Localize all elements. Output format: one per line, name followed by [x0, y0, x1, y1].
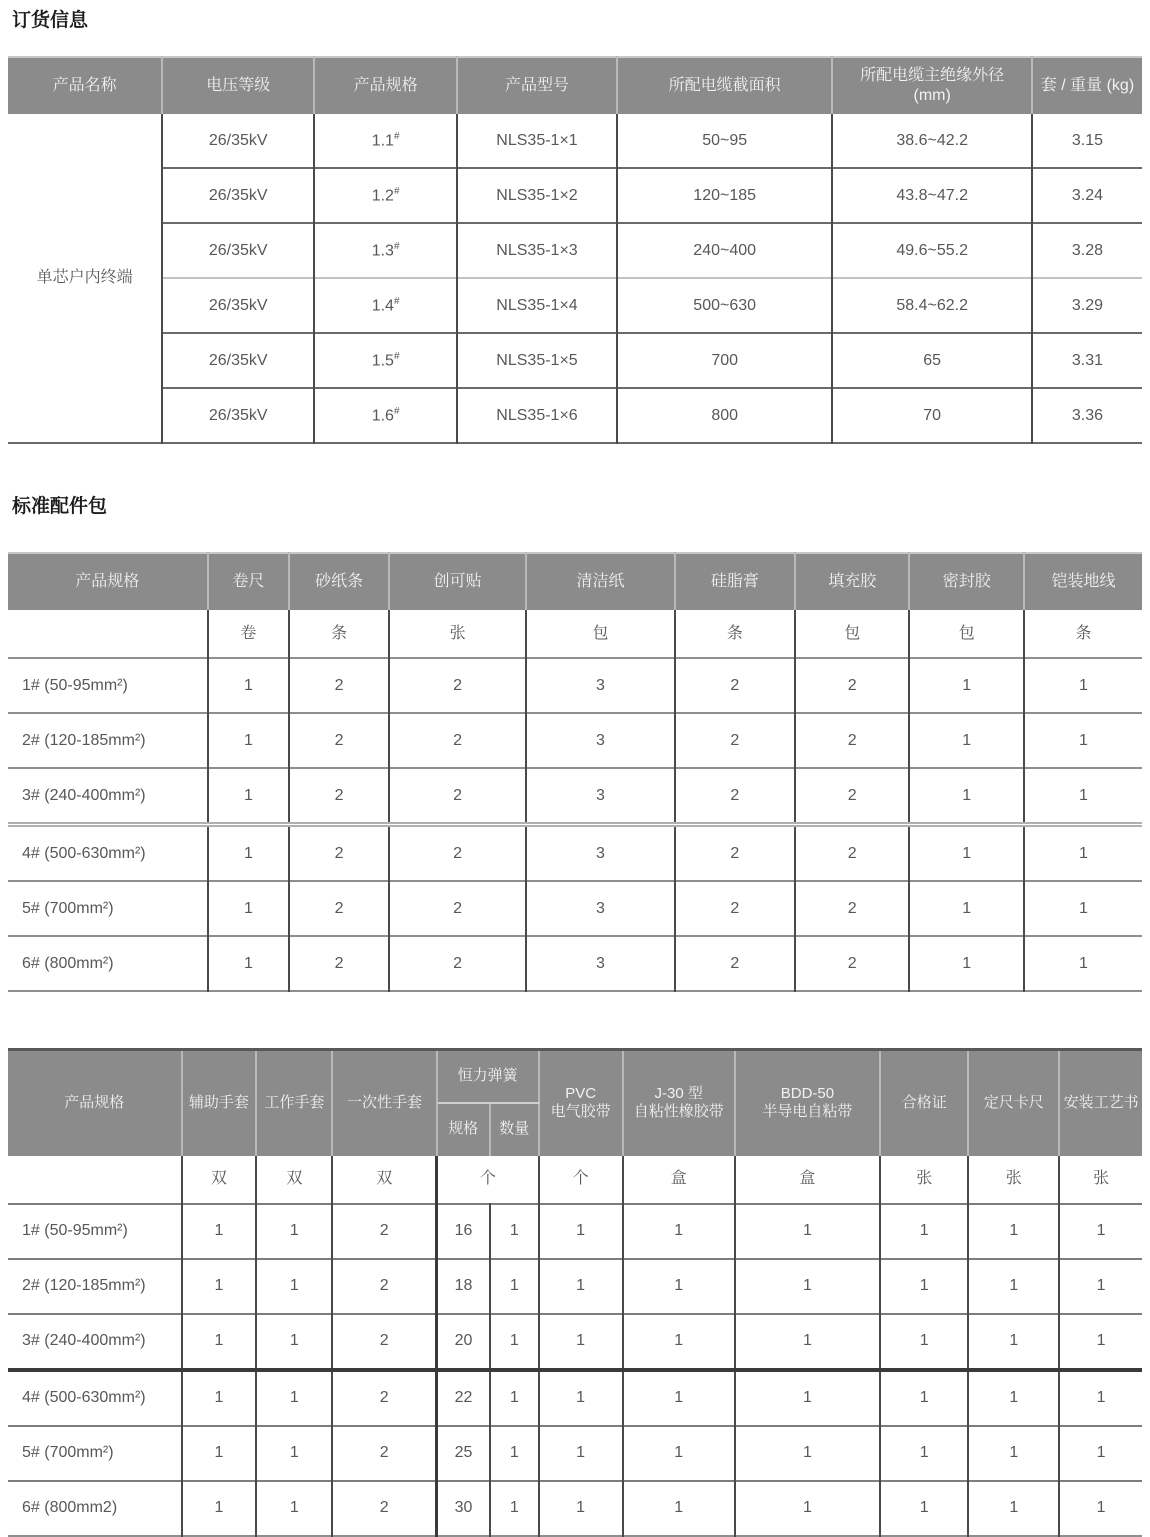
table-cell: 2	[795, 713, 910, 768]
table-cell: 1	[208, 713, 290, 768]
table-cell: 3.28	[1032, 223, 1142, 278]
table-cell: 1	[490, 1370, 539, 1426]
table-cell: 1	[735, 1370, 880, 1426]
header-line1: J-30 型	[654, 1084, 703, 1102]
table-cell: 1	[182, 1204, 257, 1259]
table-cell: 1	[539, 1314, 623, 1370]
table-cell: 2	[675, 658, 795, 713]
table-cell: 1	[208, 936, 290, 991]
unit-cell: 张	[880, 1156, 968, 1204]
table-cell: 1	[968, 1481, 1059, 1536]
table-cell: 2	[289, 825, 389, 882]
table-cell: 1	[623, 1426, 735, 1481]
table-cell: 1	[909, 936, 1024, 991]
table-cell: 1	[539, 1426, 623, 1481]
column-header-sealant: 密封胶	[909, 553, 1024, 610]
table-cell: 58.4~62.2	[832, 278, 1032, 333]
unit-cell: 包	[526, 610, 675, 658]
table-row	[8, 658, 1142, 713]
table-cell: 120~185	[617, 168, 832, 223]
section-title-accessories: 标准配件包	[12, 496, 108, 517]
table-cell: 1	[1059, 1259, 1142, 1314]
table-cell: 500~630	[617, 278, 832, 333]
header-row	[8, 553, 1142, 610]
unit-cell: 盒	[623, 1156, 735, 1204]
column-header-insulation-od	[832, 57, 1032, 114]
table-cell: 1	[1059, 1204, 1142, 1259]
table-row	[8, 1204, 1142, 1259]
table-cell: 1	[539, 1259, 623, 1314]
table-cell: 1.3#	[314, 223, 457, 278]
table-cell: 1	[909, 713, 1024, 768]
table-cell: 3	[526, 768, 675, 825]
table-cell: 800	[617, 388, 832, 443]
table-cell: 25	[437, 1426, 490, 1481]
column-header-install-manual: 安装工艺书	[1059, 1050, 1142, 1156]
table-cell: 2	[332, 1204, 436, 1259]
row-label-cell: 3# (240-400mm²)	[8, 1314, 182, 1370]
row-label-cell: 1# (50-95mm²)	[8, 1204, 182, 1259]
table-cell: 50~95	[617, 114, 832, 168]
table-cell: 1	[490, 1426, 539, 1481]
column-header-voltage: 电压等级	[162, 57, 314, 114]
units-row	[8, 610, 1142, 658]
table-cell: 1	[968, 1370, 1059, 1426]
table-cell: 1	[735, 1314, 880, 1370]
unit-cell: 卷	[208, 610, 290, 658]
table-row	[8, 713, 1142, 768]
table-cell: 1	[490, 1259, 539, 1314]
table-cell: 3	[526, 881, 675, 936]
column-header-filler: 填充胶	[795, 553, 910, 610]
column-header-spring-qty: 数量	[490, 1103, 539, 1156]
table-cell: NLS35-1×2	[457, 168, 617, 223]
table-cell: 22	[437, 1370, 490, 1426]
header-row	[8, 1050, 1142, 1103]
section-title-ordering: 订货信息	[12, 10, 89, 31]
unit-cell: 盒	[735, 1156, 880, 1204]
table-cell: 70	[832, 388, 1032, 443]
table-row	[8, 1426, 1142, 1481]
table-cell: 2	[795, 825, 910, 882]
table-cell: 3	[526, 713, 675, 768]
table-cell: 2	[332, 1370, 436, 1426]
table-cell: 20	[437, 1314, 490, 1370]
table-cell: 2	[795, 768, 910, 825]
table-cell: 30	[437, 1481, 490, 1536]
table-cell: 3.29	[1032, 278, 1142, 333]
tools-table-body	[8, 1156, 1142, 1536]
table-cell: 1	[880, 1426, 968, 1481]
unit-cell	[8, 610, 208, 658]
table-cell: 1	[880, 1314, 968, 1370]
table-row	[8, 768, 1142, 825]
table-cell: 1	[623, 1481, 735, 1536]
table-cell: 2	[675, 768, 795, 825]
table-cell: 2	[795, 936, 910, 991]
column-header-aux-gloves: 辅助手套	[182, 1050, 257, 1156]
column-header-disposable-gloves: 一次性手套	[332, 1050, 436, 1156]
table-cell: 1	[735, 1481, 880, 1536]
table-cell: 43.8~47.2	[832, 168, 1032, 223]
table-cell: 1	[1024, 658, 1142, 713]
column-header-armor-ground-wire: 铠装地线	[1024, 553, 1142, 610]
product-name-cell: 单芯户内终端	[8, 114, 162, 443]
table-cell: 1	[256, 1259, 332, 1314]
table-row	[8, 223, 1142, 278]
table-cell: 2	[675, 825, 795, 882]
unit-cell: 双	[256, 1156, 332, 1204]
table-cell: 700	[617, 333, 832, 388]
column-header-tape-measure: 卷尺	[208, 553, 290, 610]
column-header-j30-tape	[623, 1050, 735, 1156]
table-cell: NLS35-1×3	[457, 223, 617, 278]
table-cell: 1	[623, 1370, 735, 1426]
table-cell: 1	[182, 1481, 257, 1536]
table-cell: 18	[437, 1259, 490, 1314]
table-cell: 26/35kV	[162, 114, 314, 168]
table-cell: 2	[289, 768, 389, 825]
table-row	[8, 388, 1142, 443]
unit-cell: 张	[1059, 1156, 1142, 1204]
table-cell: 2	[389, 713, 526, 768]
table-cell: 1	[968, 1314, 1059, 1370]
table-row	[8, 278, 1142, 333]
table-cell: 1	[735, 1259, 880, 1314]
table-cell: 1	[1024, 881, 1142, 936]
table-cell: 1	[1024, 713, 1142, 768]
header-line1: PVC	[565, 1084, 597, 1102]
table-cell: 2	[289, 713, 389, 768]
table-cell: 3.15	[1032, 114, 1142, 168]
unit-cell: 包	[795, 610, 910, 658]
table-cell: 26/35kV	[162, 333, 314, 388]
table-cell: 1	[1024, 768, 1142, 825]
table-cell: 1	[623, 1259, 735, 1314]
table-row	[8, 168, 1142, 223]
row-label-cell: 3# (240-400mm²)	[8, 768, 208, 825]
table-cell: 3	[526, 658, 675, 713]
table-cell: 3.24	[1032, 168, 1142, 223]
column-header-sandpaper: 砂纸条	[289, 553, 389, 610]
column-header-bandaid: 创可贴	[389, 553, 526, 610]
table-cell: 1	[539, 1204, 623, 1259]
table-row	[8, 1259, 1142, 1314]
unit-cell: 张	[968, 1156, 1059, 1204]
unit-cell: 条	[1024, 610, 1142, 658]
table-cell: 1	[490, 1481, 539, 1536]
table-cell: 2	[289, 658, 389, 713]
row-label-cell: 4# (500-630mm²)	[8, 825, 208, 882]
accessory-table-header	[8, 553, 1142, 610]
table-row	[8, 881, 1142, 936]
unit-cell: 包	[909, 610, 1024, 658]
table-cell: NLS35-1×1	[457, 114, 617, 168]
table-cell: 1	[1059, 1426, 1142, 1481]
table-cell: 1	[182, 1314, 257, 1370]
units-row	[8, 1156, 1142, 1204]
ordering-info-table	[8, 56, 1142, 444]
table-cell: 1.4#	[314, 278, 457, 333]
table-cell: 3.36	[1032, 388, 1142, 443]
table-cell: 1	[735, 1204, 880, 1259]
table-cell: 2	[389, 881, 526, 936]
column-header-cleaning-paper: 清洁纸	[526, 553, 675, 610]
table-cell: 3	[526, 936, 675, 991]
table-cell: 49.6~55.2	[832, 223, 1032, 278]
table-cell: 1.1#	[314, 114, 457, 168]
table-cell: 1	[182, 1259, 257, 1314]
table-cell: 1	[909, 881, 1024, 936]
table-cell: 1	[208, 825, 290, 882]
table-row	[8, 1314, 1142, 1370]
column-header-spec: 产品规格	[314, 57, 457, 114]
unit-cell: 个	[437, 1156, 539, 1204]
unit-cell: 双	[182, 1156, 257, 1204]
table-cell: 1	[208, 768, 290, 825]
table-cell: 2	[332, 1314, 436, 1370]
table-cell: 2	[795, 881, 910, 936]
table-cell: 1	[880, 1370, 968, 1426]
table-row	[8, 1481, 1142, 1536]
table-cell: NLS35-1×4	[457, 278, 617, 333]
table-cell: 38.6~42.2	[832, 114, 1032, 168]
table-row	[8, 936, 1142, 991]
table-cell: 1	[1059, 1481, 1142, 1536]
table-cell: 1	[1059, 1314, 1142, 1370]
table-cell: 2	[675, 881, 795, 936]
table-cell: 2	[795, 658, 910, 713]
header-row	[8, 57, 1142, 114]
table-cell: 26/35kV	[162, 223, 314, 278]
table-cell: 2	[389, 768, 526, 825]
table-cell: 2	[332, 1481, 436, 1536]
table-cell: 1	[256, 1204, 332, 1259]
table-cell: 1	[1059, 1370, 1142, 1426]
column-header-spec: 产品规格	[8, 1050, 182, 1156]
table-cell: 1	[909, 825, 1024, 882]
column-header-spec: 产品规格	[8, 553, 208, 610]
column-header-model: 产品型号	[457, 57, 617, 114]
column-header-product-name: 产品名称	[8, 57, 162, 114]
table-cell: NLS35-1×6	[457, 388, 617, 443]
ordering-table-body	[8, 114, 1142, 443]
row-label-cell: 1# (50-95mm²)	[8, 658, 208, 713]
table-cell: 2	[675, 713, 795, 768]
table-cell: 16	[437, 1204, 490, 1259]
unit-cell: 条	[289, 610, 389, 658]
row-label-cell: 5# (700mm²)	[8, 1426, 182, 1481]
table-cell: 1	[880, 1204, 968, 1259]
table-cell: 2	[389, 658, 526, 713]
table-cell: 1	[880, 1481, 968, 1536]
accessory-table-body	[8, 610, 1142, 991]
unit-cell: 张	[389, 610, 526, 658]
table-cell: 1	[909, 768, 1024, 825]
unit-cell	[8, 1156, 182, 1204]
column-header-weight: 套 / 重量 (kg)	[1032, 57, 1142, 114]
table-cell: 240~400	[617, 223, 832, 278]
table-cell: 2	[289, 936, 389, 991]
column-header-certificate: 合格证	[880, 1050, 968, 1156]
table-cell: 26/35kV	[162, 168, 314, 223]
table-cell: 2	[675, 936, 795, 991]
table-cell: 1.5#	[314, 333, 457, 388]
table-row	[8, 1370, 1142, 1426]
table-row	[8, 825, 1142, 882]
table-cell: 65	[832, 333, 1032, 388]
table-cell: 1	[182, 1370, 257, 1426]
column-header-pvc-tape	[539, 1050, 623, 1156]
column-header-silicone-grease: 硅脂膏	[675, 553, 795, 610]
table-cell: 1	[1024, 936, 1142, 991]
accessory-pack-table	[8, 552, 1142, 992]
unit-cell: 双	[332, 1156, 436, 1204]
table-cell: 2	[332, 1259, 436, 1314]
table-cell: 1	[182, 1426, 257, 1481]
column-header-spring-spec: 规格	[437, 1103, 490, 1156]
table-cell: 1	[539, 1481, 623, 1536]
table-cell: 1	[208, 881, 290, 936]
table-cell: 3	[526, 825, 675, 882]
table-cell: 1	[256, 1426, 332, 1481]
row-label-cell: 2# (120-185mm²)	[8, 1259, 182, 1314]
table-cell: 1	[909, 658, 1024, 713]
table-cell: 1	[968, 1259, 1059, 1314]
header-line2: 自粘性橡胶带	[633, 1103, 724, 1121]
table-cell: 2	[289, 881, 389, 936]
table-row	[8, 333, 1142, 388]
table-cell: 1	[490, 1204, 539, 1259]
table-cell: 1	[735, 1426, 880, 1481]
table-cell: 3.31	[1032, 333, 1142, 388]
table-cell: 1	[623, 1314, 735, 1370]
column-header-bdd50-tape	[735, 1050, 880, 1156]
tools-pack-table	[8, 1048, 1142, 1537]
table-cell: 1	[208, 658, 290, 713]
table-row	[8, 114, 1142, 168]
table-cell: 1	[256, 1370, 332, 1426]
column-header-cable-section: 所配电缆截面积	[617, 57, 832, 114]
row-label-cell: 6# (800mm²)	[8, 936, 208, 991]
table-cell: 1	[623, 1204, 735, 1259]
header-line1: BDD-50	[780, 1084, 835, 1102]
column-header-constant-spring-group: 恒力弹簧	[437, 1050, 539, 1103]
header-line2: 半导电自粘带	[762, 1103, 853, 1121]
table-cell: 2	[389, 936, 526, 991]
table-cell: 1	[490, 1314, 539, 1370]
table-cell: 1	[256, 1481, 332, 1536]
row-label-cell: 5# (700mm²)	[8, 881, 208, 936]
row-label-cell: 6# (800mm2)	[8, 1481, 182, 1536]
row-label-cell: 2# (120-185mm²)	[8, 713, 208, 768]
table-cell: 1	[1024, 825, 1142, 882]
row-label-cell: 4# (500-630mm²)	[8, 1370, 182, 1426]
table-cell: 2	[332, 1426, 436, 1481]
table-cell: 1	[880, 1259, 968, 1314]
table-cell: 1	[256, 1314, 332, 1370]
column-header-caliper: 定尺卡尺	[968, 1050, 1059, 1156]
table-cell: NLS35-1×5	[457, 333, 617, 388]
table-cell: 1.6#	[314, 388, 457, 443]
table-cell: 1	[539, 1370, 623, 1426]
ordering-table-header	[8, 57, 1142, 114]
table-cell: 26/35kV	[162, 388, 314, 443]
tools-table-header	[8, 1050, 1142, 1156]
column-header-work-gloves: 工作手套	[256, 1050, 332, 1156]
header-line1: 所配电缆主绝缘外径	[860, 67, 1005, 84]
header-line2: (mm)	[913, 87, 951, 104]
table-cell: 1	[968, 1426, 1059, 1481]
unit-cell: 个	[539, 1156, 623, 1204]
table-cell: 26/35kV	[162, 278, 314, 333]
unit-cell: 条	[675, 610, 795, 658]
table-cell: 1	[968, 1204, 1059, 1259]
table-cell: 1.2#	[314, 168, 457, 223]
table-cell: 2	[389, 825, 526, 882]
header-line2: 电气胶带	[550, 1103, 611, 1121]
